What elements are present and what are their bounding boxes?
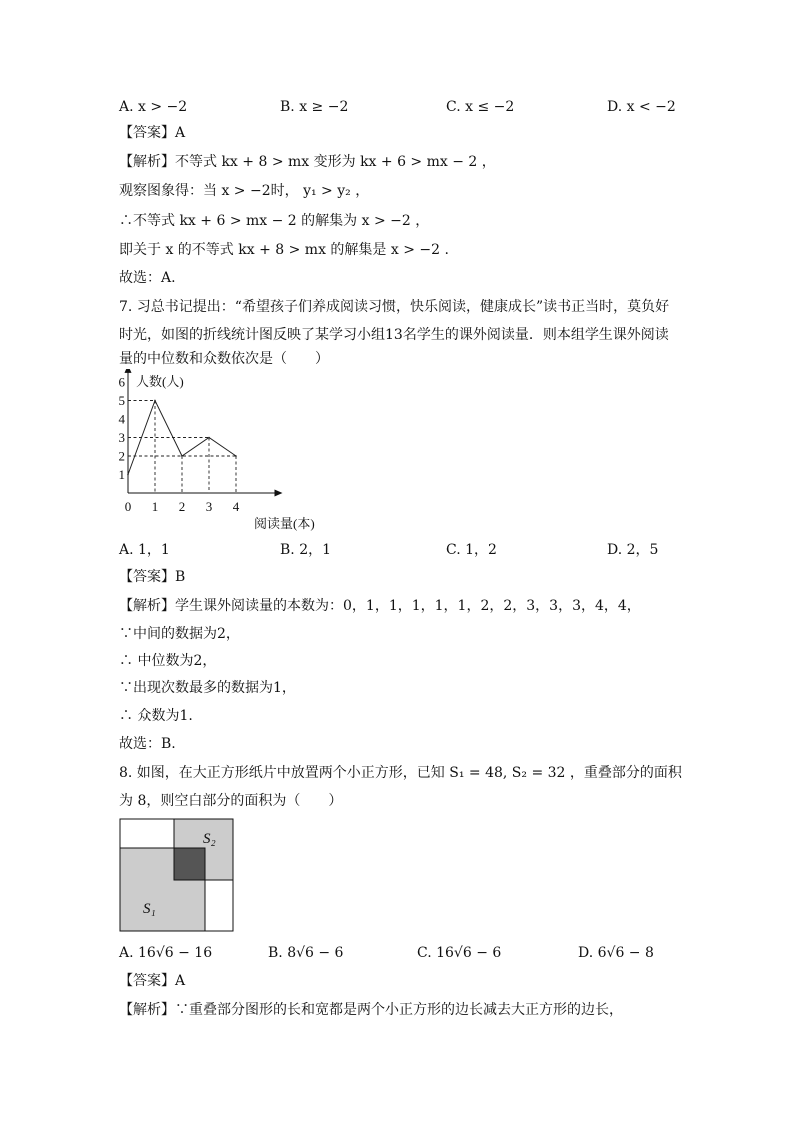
s1-label: S₁ bbox=[143, 901, 156, 917]
q8-option-b: B. 8√6 − 6 bbox=[268, 945, 344, 961]
q7-analysis-line-5: ∴ 众数为1. bbox=[119, 708, 193, 724]
q7-option-d: D. 2，5 bbox=[607, 542, 659, 558]
q8-stem-line-1: 8. 如图，在大正方形纸片中放置两个小正方形，已知 S₁ = 48, S₂ = 32 ，重叠部分的面积 bbox=[119, 765, 682, 781]
chart-x-tick-label: 3 bbox=[205, 499, 213, 514]
chart-y-tick-label: 5 bbox=[118, 393, 125, 408]
squares-figure bbox=[119, 818, 235, 932]
chart-point bbox=[235, 455, 237, 457]
chart-y-tick-label: 6 bbox=[118, 374, 125, 390]
chart-point bbox=[127, 474, 129, 476]
s2-label: S₂ bbox=[203, 831, 216, 847]
chart-y-tick-label: 2 bbox=[118, 448, 125, 464]
q6-answer: 【答案】A bbox=[119, 125, 186, 141]
q6-analysis-line-3: ∴不等式 kx + 6 > mx − 2 的解集为 x > −2 ， bbox=[119, 213, 430, 229]
q7-analysis-line-4: ∵出现次数最多的数据为1， bbox=[119, 680, 296, 696]
chart-point bbox=[208, 437, 210, 439]
q7-stem-line-3: 量的中位数和众数依次是（ ） bbox=[119, 351, 329, 367]
chart-y-tick-label: 1 bbox=[118, 467, 125, 482]
chart-ylabel: 人数(人) bbox=[136, 374, 184, 389]
chart-x-tick-label: 4 bbox=[232, 499, 240, 514]
chart-x-tick-label: 0 bbox=[124, 499, 132, 514]
q6-option-d: D. x < −2 bbox=[607, 99, 676, 115]
q8-analysis-line-1: 【解析】∵重叠部分图形的长和宽都是两个小正方形的边长减去大正方形的边长， bbox=[119, 1002, 623, 1018]
q7-analysis-line-2: ∵中间的数据为2， bbox=[119, 626, 240, 642]
q7-option-b: B. 2，1 bbox=[280, 542, 332, 558]
q7-analysis-line-1: 【解析】学生课外阅读量的本数为：0，1，1，1，1，1，2，2，3，3，3，4，4， bbox=[119, 598, 641, 614]
q7-analysis-line-3: ∴ 中位数为2， bbox=[119, 653, 217, 669]
chart-xlabel: 阅读量(本) bbox=[254, 516, 315, 531]
q8-option-d: D. 6√6 − 8 bbox=[578, 945, 654, 961]
chart-y-arrow bbox=[125, 369, 132, 373]
q7-stem-line-2: 时光，如图的折线统计图反映了某学习小组13名学生的课外阅读量．则本组学生课外阅读 bbox=[119, 327, 669, 343]
reading-line-chart bbox=[115, 369, 355, 534]
q8-stem-line-2: 为 8，则空白部分的面积为（ ） bbox=[119, 793, 343, 809]
q7-option-a: A. 1，1 bbox=[119, 542, 170, 558]
q6-option-a: A. x > −2 bbox=[119, 99, 188, 115]
q8-answer: 【答案】A bbox=[119, 973, 186, 989]
q6-analysis-line-1: 【解析】不等式 kx + 8 > mx 变形为 kx + 6 > mx − 2 ， bbox=[119, 154, 496, 170]
q7-option-c: C. 1，2 bbox=[446, 542, 497, 558]
q6-option-c: C. x ≤ −2 bbox=[446, 99, 515, 115]
q7-answer: 【答案】B bbox=[119, 569, 186, 585]
q6-conclusion: 故选：A. bbox=[119, 270, 176, 286]
q6-analysis-line-2: 观察图象得：当 x > −2时， y₁ > y₂ ， bbox=[119, 183, 370, 199]
chart-x-tick-label: 2 bbox=[178, 499, 186, 514]
chart-point bbox=[181, 455, 183, 457]
q6-analysis-line-4: 即关于 x 的不等式 kx + 8 > mx 的解集是 x > −2 . bbox=[119, 242, 449, 258]
q8-option-c: C. 16√6 − 6 bbox=[417, 945, 502, 961]
chart-y-tick-label: 4 bbox=[118, 411, 125, 427]
chart-point bbox=[154, 400, 156, 402]
overlap-square bbox=[174, 848, 205, 880]
chart-y-tick-label: 3 bbox=[118, 430, 125, 445]
q8-option-a: A. 16√6 − 16 bbox=[119, 945, 213, 961]
q7-conclusion: 故选：B. bbox=[119, 736, 176, 752]
q6-option-b: B. x ≥ −2 bbox=[280, 99, 349, 115]
q7-stem-line-1: 7. 习总书记提出：“希望孩子们养成阅读习惯，快乐阅读，健康成长”读书正当时，莫负好 bbox=[119, 299, 670, 315]
chart-x-tick-label: 1 bbox=[151, 499, 159, 514]
chart-x-arrow bbox=[275, 490, 283, 497]
